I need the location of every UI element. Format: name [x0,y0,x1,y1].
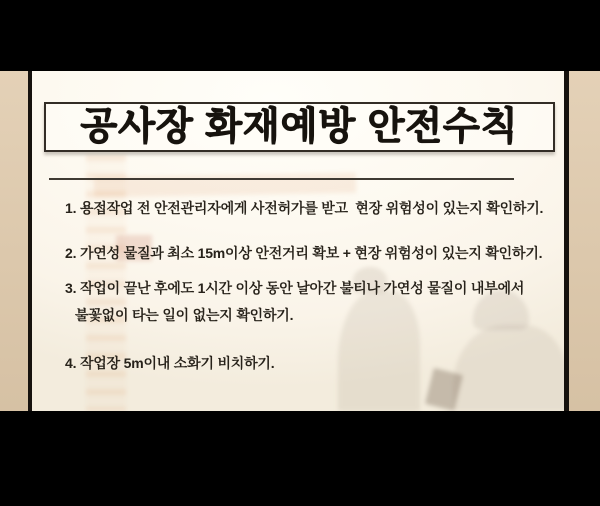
rule-item-3 [65,275,548,329]
letterbox-bottom [0,411,600,506]
rule-item-1-text: 1. 용접작업 전 안전관리자에게 사전허가를 받고 현장 위험성이 있는지 확인하기. [65,200,544,216]
rule-item-4-text: 4. 작업장 5m이내 소화기 비치하기. [65,355,275,371]
rule-item-3-line-2: 불꽃없이 타는 일이 없는지 확인하기. [75,307,294,323]
poster-title: 공사장 화재예방 안전수칙 [80,106,519,148]
rule-item-4 [65,350,548,377]
tower-crane-jib [94,173,356,198]
rule-item-3-line-1: 3. 작업이 끝난 후에도 1시간 이상 동안 날아간 불티나 가연성 물질이 내부에서 [65,280,525,296]
rule-item-1 [65,195,548,222]
poster-title-box [44,102,555,152]
safety-poster-card [28,71,569,411]
rule-item-2-text: 2. 가연성 물질과 최소 15m이상 안전거리 확보 + 현장 위험성이 있는지 확인하기. [65,245,543,261]
slide-scene [0,71,600,411]
title-divider [49,178,514,180]
letterbox-top [0,0,600,71]
rule-item-2 [65,240,548,267]
